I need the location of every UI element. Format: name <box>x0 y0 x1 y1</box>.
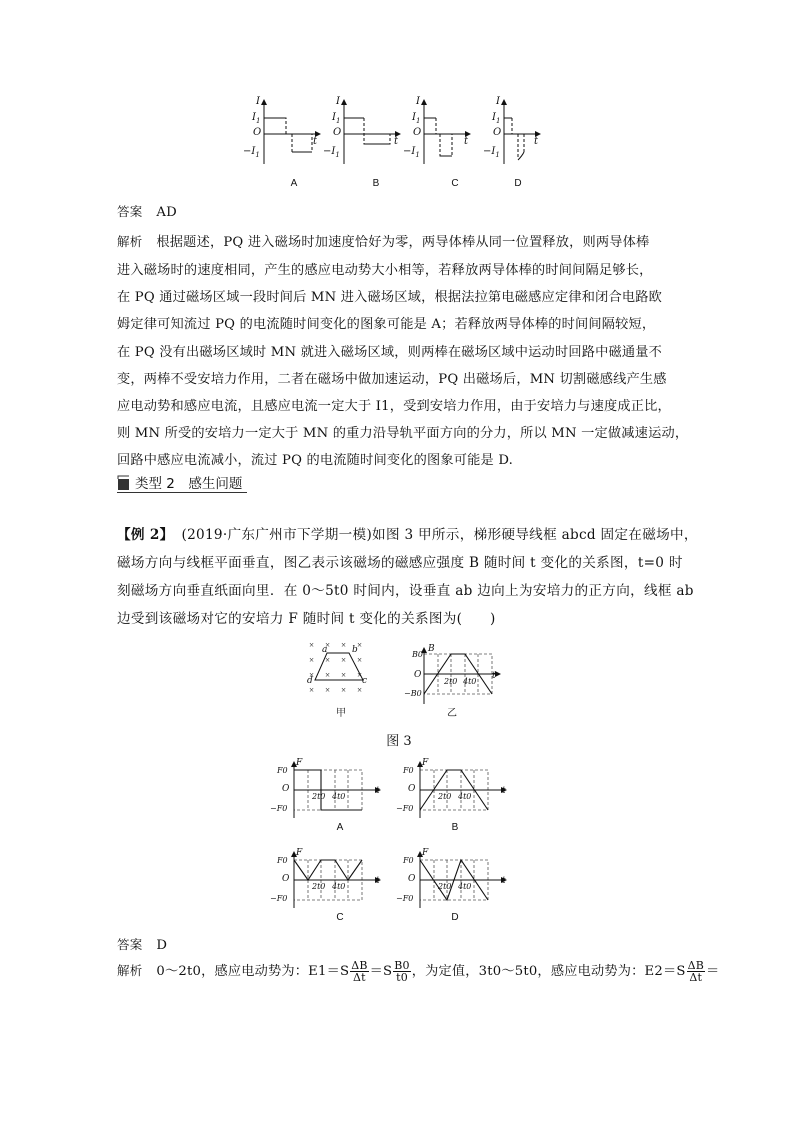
axis-neg-label: $-I_1$ <box>323 146 340 159</box>
svg-text:×: × <box>357 670 363 680</box>
f-axis-label: F <box>422 758 429 768</box>
f-t2-label: 2t0 <box>312 882 326 891</box>
axis-x-label: t <box>464 136 469 147</box>
q1-option-label-b: B <box>372 178 380 189</box>
section-underline <box>117 492 247 493</box>
section-header <box>117 471 247 493</box>
svg-text:×: × <box>357 685 363 695</box>
svg-text:×: × <box>341 640 347 650</box>
frame-label-d: d <box>307 676 313 686</box>
q1-analysis-line-8: 则 MN 所受的安培力一定大于 MN 的重力沿导轨平面方向的分力，所以 MN 一定做减速运动， <box>117 426 689 441</box>
svg-text:×: × <box>309 640 315 650</box>
f-t4-label: 4t0 <box>458 792 472 801</box>
example-tag: 【例 2】 <box>117 527 174 543</box>
f-origin-label: O <box>408 874 416 884</box>
f-x-label: t <box>376 876 380 886</box>
f-option-graphs <box>280 758 510 918</box>
q1-answer <box>117 202 177 220</box>
analysis-label: 解析 <box>117 234 143 249</box>
f0-label: F0 <box>403 766 414 775</box>
f-origin-label: O <box>282 874 290 884</box>
q1-analysis-line-1: 解析 根据题述，PQ 进入磁场时加速度恰好为零，两导体棒从同一位置释放，则两导体棒 <box>117 234 650 250</box>
f-option-label-b: B <box>451 822 459 833</box>
axis-x-label: t <box>313 136 318 147</box>
answer-label: 答案 <box>117 937 143 952</box>
svg-text:×: × <box>341 670 347 680</box>
q1-analysis-line-5: 在 PQ 没有出磁场区域时 MN 就进入磁场区域，则两棒在磁场区域中运动时回路中磁通量不 <box>117 345 663 360</box>
f-option-label-d: D <box>451 912 459 923</box>
fig3-caption: 图 3 <box>386 734 412 749</box>
svg-text:×: × <box>309 670 315 680</box>
f-x-label: t <box>376 786 380 796</box>
axis-x-label: t <box>534 136 539 147</box>
f-x-label: t <box>502 876 506 886</box>
svg-text:×: × <box>309 655 315 665</box>
b0-label: B0 <box>412 650 423 659</box>
neg-f0-label: −F0 <box>396 804 414 813</box>
section-square-icon <box>117 475 131 491</box>
neg-b0-label: −B0 <box>404 689 422 698</box>
axis-pos-label: $I_1$ <box>492 112 501 125</box>
frame-label-b: b <box>352 645 358 655</box>
f0-label: F0 <box>277 856 288 865</box>
fraction-b0-t0: $\frac{B0}{t0}$ <box>394 959 410 984</box>
q1-option-label-a: A <box>290 178 298 189</box>
axis-neg-label: $-I_1$ <box>483 146 500 159</box>
axis-origin-label: O <box>333 127 342 138</box>
f-t2-label: 2t0 <box>438 792 452 801</box>
answer-value: AD <box>156 205 177 220</box>
svg-text:×: × <box>325 670 331 680</box>
f-t4-label: 4t0 <box>458 882 472 891</box>
fig3-jia-frame <box>305 636 377 702</box>
axis-y-label: I <box>416 96 420 107</box>
axis-origin-label: O <box>493 127 502 138</box>
fraction-delta-b-delta-t: $\frac{\Delta B}{\Delta t}$ <box>687 959 705 984</box>
q1-analysis-line-3: 在 PQ 通过磁场区域一段时间后 MN 进入磁场区域，根据法拉第电磁感应定律和闭合电路欧 <box>117 290 663 305</box>
f0-label: F0 <box>277 766 288 775</box>
q1-analysis-line-2: 进入磁场时的速度相同，产生的感应电动势大小相等，若释放两导体棒的时间间隔足够长， <box>117 263 653 278</box>
f-x-label: t <box>502 786 506 796</box>
axis-neg-label: $-I_1$ <box>243 146 260 159</box>
example2-line-1: 【例 2】 (2019·广东广州市下学期一模)如图 3 甲所示，梯形硬导线框 abcd 固定在磁场中， <box>117 527 698 543</box>
axis-origin-label: O <box>253 127 262 138</box>
svg-text:×: × <box>325 655 331 665</box>
svg-text:×: × <box>325 685 331 695</box>
axis-y-label: I <box>336 96 340 107</box>
svg-text:×: × <box>357 640 363 650</box>
svg-text:×: × <box>325 640 331 650</box>
answer-value: D <box>156 938 168 953</box>
f-axis-label: F <box>422 848 429 858</box>
f0-label: F0 <box>403 856 414 865</box>
f-graph-a <box>294 762 380 818</box>
frame-label-c: c <box>362 676 368 686</box>
svg-text:×: × <box>357 655 363 665</box>
answer-label: 答案 <box>117 204 143 219</box>
f-option-label-c: C <box>336 912 344 923</box>
neg-f0-label: −F0 <box>270 894 288 903</box>
f-graph-b <box>420 762 506 818</box>
fig3-yi-label: 乙 <box>447 708 457 719</box>
axis-y-label: I <box>496 96 500 107</box>
f-t2-label: 2t0 <box>438 882 452 891</box>
q1-option-label-c: C <box>451 178 459 189</box>
b-origin-label: O <box>414 670 422 680</box>
svg-text:×: × <box>309 685 315 695</box>
example2-analysis: 解析 0～2t0，感应电动势为：E1＝S $\frac{\Delta B}{\Delta t}$ ＝S $\frac{B0}{t0}$ ，为定值，3t0～5t0，感应电动势为：E2＝S $\frac{\Delta B}{\Delta t}$ ＝ <box>117 959 720 984</box>
axis-neg-label: $-I_1$ <box>403 146 420 159</box>
example2-line-2: 磁场方向与线框平面垂直，图乙表示该磁场的磁感应强度 B 随时间 t 变化的关系图，t=0 时 <box>117 555 683 571</box>
b-x-label: t <box>492 671 496 681</box>
neg-f0-label: −F0 <box>396 894 414 903</box>
q1-option-label-d: D <box>514 178 522 189</box>
fig3-jia-label: 甲 <box>336 708 346 719</box>
frame-label-a: a <box>322 645 328 655</box>
axis-origin-label: O <box>413 127 422 138</box>
example2-line-3: 刻磁场方向垂直纸面向里．在 0～5t0 时间内，设垂直 ab 边向上为安培力的正方向，线框 ab <box>117 583 694 599</box>
f-axis-label: F <box>296 758 303 768</box>
b-t4-label: 4t0 <box>463 677 477 686</box>
b-t2-label: 2t0 <box>444 677 458 686</box>
section-title: 类型 2 感生问题 <box>135 476 243 492</box>
axis-pos-label: $I_1$ <box>332 112 341 125</box>
example2-answer <box>117 935 167 953</box>
trapezoid-frame <box>315 653 363 680</box>
f-graph-c <box>294 852 380 908</box>
f-t2-label: 2t0 <box>312 792 326 801</box>
f-graph-d <box>420 852 506 908</box>
f-t4-label: 4t0 <box>332 882 346 891</box>
f-t4-label: 4t0 <box>332 792 346 801</box>
f-origin-label: O <box>408 784 416 794</box>
q1-analysis-line-6: 变，两棒不受安培力作用，二者在磁场中做加速运动，PQ 出磁场后，MN 切割磁感线产生感 <box>117 372 667 387</box>
axis-pos-label: $I_1$ <box>252 112 261 125</box>
b-axis-label: B <box>428 644 435 654</box>
f-axis-label: F <box>296 848 303 858</box>
neg-f0-label: −F0 <box>270 804 288 813</box>
analysis-label: 解析 <box>117 963 143 978</box>
q1-analysis-line-7: 应电动势和感应电流，且感应电流一定大于 I1，受到安培力作用，由于安培力与速度成正比， <box>117 399 671 414</box>
axis-y-label: I <box>256 96 260 107</box>
axis-x-label: t <box>394 136 399 147</box>
axis-pos-label: $I_1$ <box>412 112 421 125</box>
q1-analysis-line-4: 姆定律可知流过 PQ 的电流随时间变化的图象可能是 A；若释放两导体棒的时间间隔较短， <box>117 317 656 332</box>
q1-analysis-line-9: 回路中感应电流减小，流过 PQ 的电流随时间变化的图象可能是 D. <box>117 453 514 468</box>
svg-text:×: × <box>341 685 347 695</box>
f-option-label-a: A <box>336 822 344 833</box>
svg-text:×: × <box>341 655 347 665</box>
example2-line-4: 边受到该磁场对它的安培力 F 随时间 t 变化的关系图为( ) <box>117 611 496 627</box>
fraction-delta-b-delta-t: $\frac{\Delta B}{\Delta t}$ <box>351 959 368 984</box>
f-origin-label: O <box>282 784 290 794</box>
